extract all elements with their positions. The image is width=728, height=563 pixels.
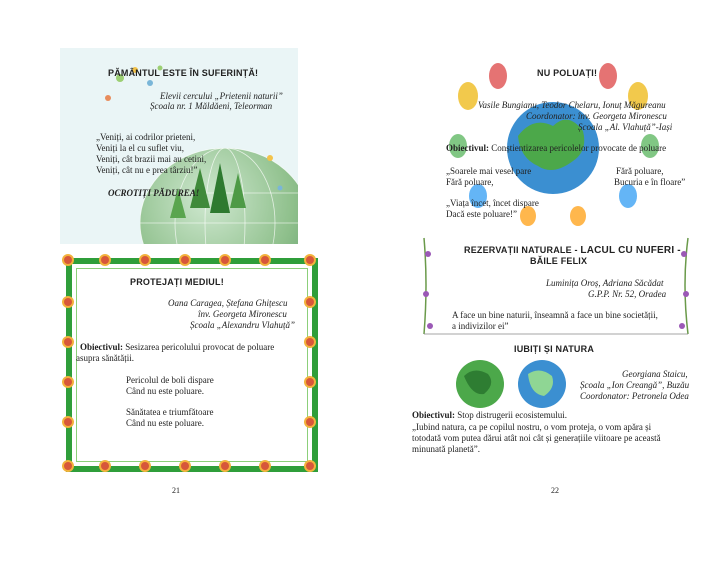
author-line: Școala nr. 1 Măldăeni, Teleorman bbox=[150, 101, 273, 111]
author-line: Vasile Bungianu, Teodor Chelaru, Ionuț Măgureanu bbox=[478, 100, 666, 110]
quote-line: „Viața încet, încet dispare bbox=[446, 198, 539, 208]
section-title: NU POLUAȚI! bbox=[537, 68, 598, 78]
verse bbox=[126, 407, 213, 429]
frame-flowers bbox=[66, 258, 318, 472]
poem-line: Veniți la el cu suflet viu, bbox=[96, 143, 184, 153]
quote-line: Bucuria e în floare” bbox=[614, 177, 686, 187]
paragraph-line: totodată vom putea dărui atât noi cât și generațiile viitoare pe această bbox=[412, 433, 661, 443]
objective-label: Obiectivul: bbox=[80, 342, 123, 352]
objective-text: Stop distrugerii ecosistemului. bbox=[455, 410, 567, 420]
poem bbox=[96, 132, 206, 176]
objective bbox=[80, 342, 274, 353]
quote-line: „Soarele mai vesel pare bbox=[446, 166, 532, 176]
author-line: Școala „Al. Vlahuță”-Iași bbox=[578, 122, 673, 132]
poem-line: Veniți, cât nu e prea târziu!” bbox=[96, 165, 198, 175]
page-number: 21 bbox=[172, 486, 180, 495]
author-line: Școala „Alexandru Vlahuță” bbox=[190, 320, 295, 330]
twin-globes-image bbox=[444, 356, 594, 412]
objective-label: Obiectivul: bbox=[446, 143, 489, 153]
objective-text: Sesizarea pericolului provocat de poluare bbox=[123, 342, 275, 352]
quote-line: Fără poluare, bbox=[616, 166, 664, 176]
objective-text: asupra sănătății. bbox=[76, 353, 134, 363]
poem-line: „Veniți, ai codrilor prieteni, bbox=[96, 132, 196, 142]
section-title: PĂMÂNTUL ESTE ÎN SUFERINȚĂ! bbox=[108, 68, 259, 78]
section-title: BĂILE FELIX bbox=[530, 256, 588, 266]
quote-line: Fără poluare, bbox=[446, 177, 494, 187]
author-line: Oana Caragea, Ștefana Ghițescu bbox=[168, 298, 288, 308]
paragraph-line: „Iubind natura, ca pe copilul nostru, o vom proteja, o vom apăra și bbox=[412, 422, 652, 432]
quote bbox=[446, 198, 539, 220]
objective-label: Obiectivul: bbox=[412, 410, 455, 420]
author-line: înv. Georgeta Mironescu bbox=[198, 309, 287, 319]
verse-line: Pericolul de boli dispare bbox=[126, 375, 214, 385]
author-line: G.P.P. Nr. 52, Oradea bbox=[588, 289, 667, 299]
title-part: LACUL CU NUFERI - bbox=[580, 245, 681, 256]
section-title: PROTEJAȚI MEDIUL! bbox=[130, 277, 224, 287]
objective bbox=[446, 143, 666, 154]
author-line: Școala „Ion Creangă”, Buzău bbox=[580, 380, 690, 390]
author-line: Georgiana Staicu, bbox=[622, 369, 688, 379]
paragraph-line: A face un bine naturii, înseamnă a face un bine societății, bbox=[452, 310, 658, 320]
verse-line: Când nu este poluare. bbox=[126, 386, 204, 396]
verse-line: Când nu este poluare. bbox=[126, 418, 204, 428]
title-part: REZERVAȚII NATURALE - bbox=[464, 245, 581, 255]
author-line: Coordonator: înv. Georgeta Mironescu bbox=[526, 111, 667, 121]
objective-text: Conștientizarea pericolelor provocate de poluare bbox=[489, 143, 667, 153]
verse bbox=[126, 375, 214, 397]
page-number: 22 bbox=[551, 486, 559, 495]
objective bbox=[412, 410, 567, 421]
paragraph bbox=[412, 422, 696, 455]
author-line: Coordonator: Petronela Odea bbox=[580, 391, 689, 401]
author-line: Luminița Oroș, Adriana Săcădat bbox=[546, 278, 664, 288]
section-title bbox=[464, 245, 681, 256]
paragraph-line: minunată planetă”. bbox=[412, 444, 480, 454]
author-line: Elevii cercului „Prietenii naturii” bbox=[160, 91, 283, 101]
quote bbox=[446, 166, 531, 188]
paragraph-line: a indivizilor ei” bbox=[452, 321, 509, 331]
slogan: OCROTIȚI PĂDUREA! bbox=[108, 188, 200, 198]
poem-line: Veniți, cât brazii mai au cetini, bbox=[96, 154, 207, 164]
section-title: IUBIȚI ȘI NATURA bbox=[514, 344, 595, 354]
verse-line: Sănătatea e triumfătoare bbox=[126, 407, 214, 417]
quote bbox=[616, 166, 685, 188]
quote-line: Dacă este poluare!” bbox=[446, 209, 517, 219]
